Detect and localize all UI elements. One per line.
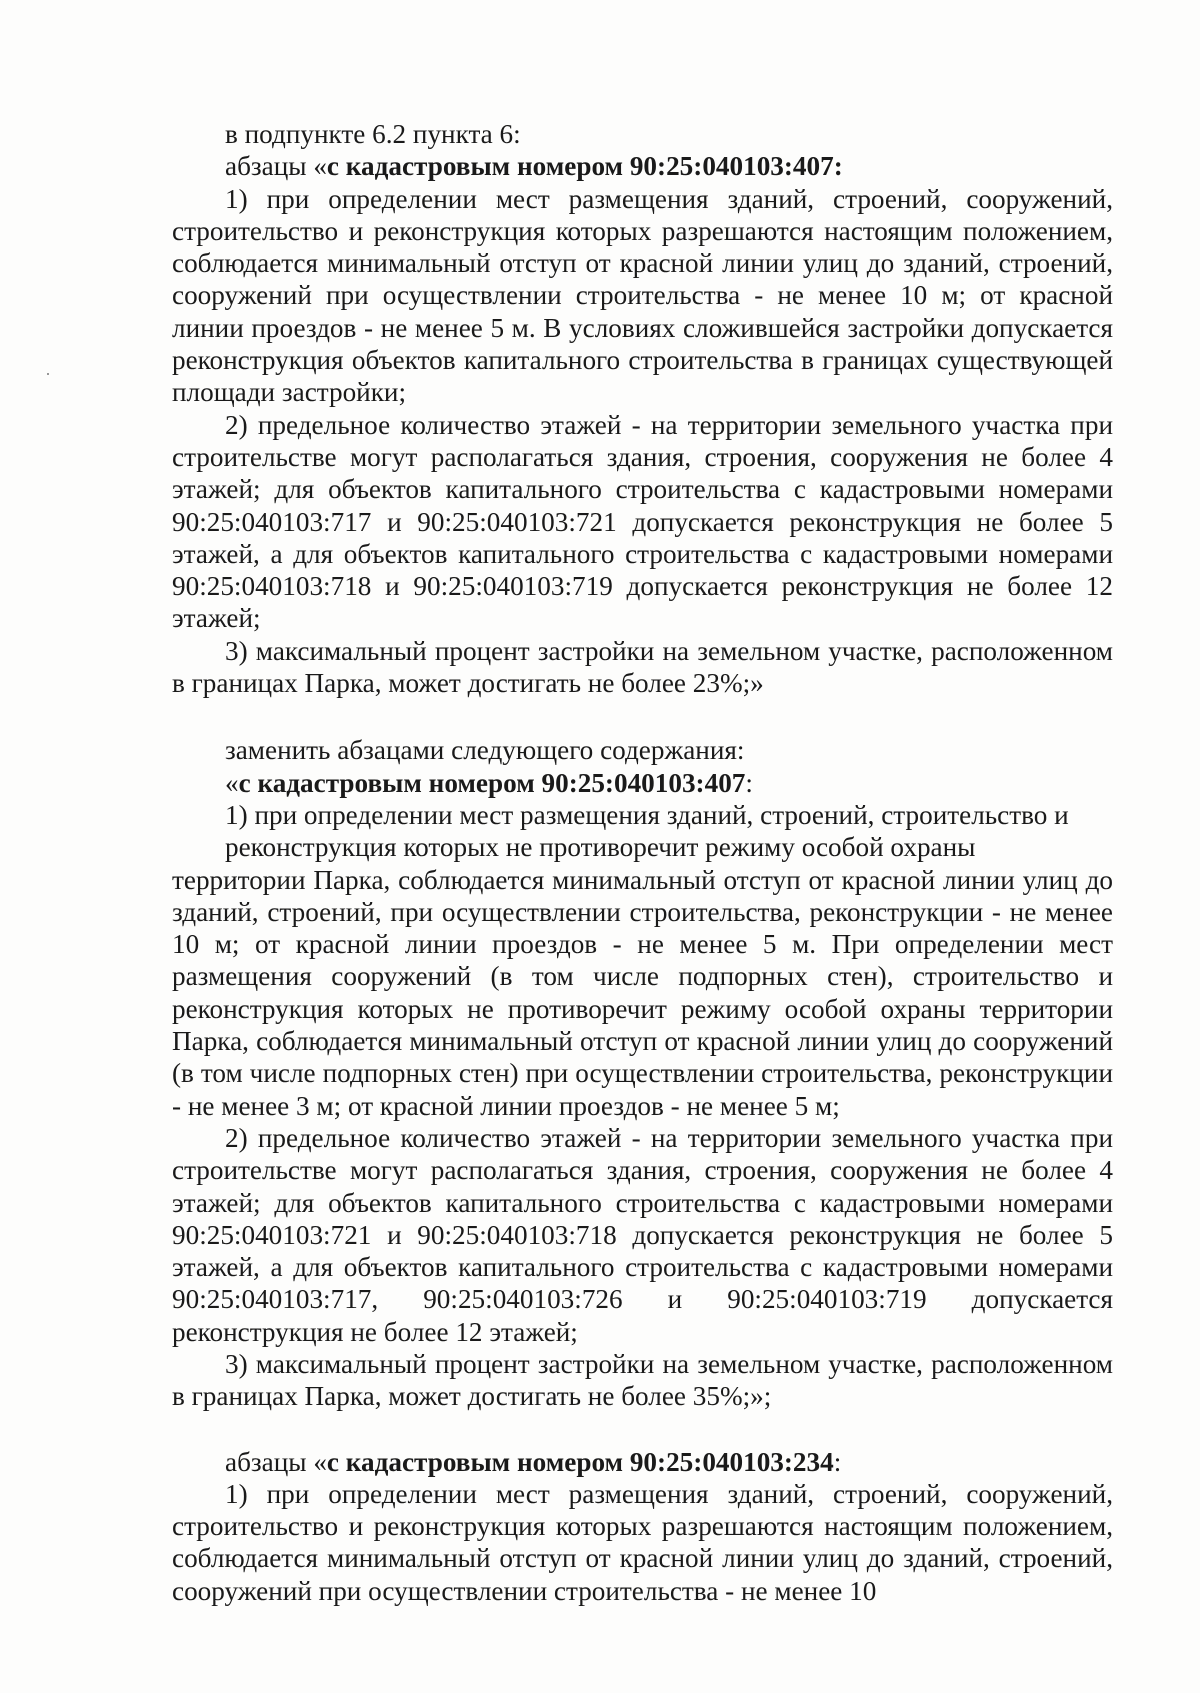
paragraph-heading-234: абзацы «с кадастровым номером 90:25:040103:234:	[225, 1446, 842, 1477]
paragraph-new-heading-407: «с кадастровым номером 90:25:040103:407:	[225, 767, 753, 798]
cadastral-number-407-bold: с кадастровым номером 90:25:040103:407	[238, 767, 746, 798]
paragraph-replace-with: заменить абзацами следующего содержания:	[225, 735, 745, 766]
cadastral-number-407-bold: с кадастровым номером 90:25:040103:407:	[326, 151, 843, 182]
paragraph-new-item-1-line1: 1) при определении мест размещения зданий, строений, строительство и	[225, 799, 1069, 830]
paragraph-new-item-2: 2) предельное количество этажей - на территории земельного участка при строительстве могут располагаться здания, строения, сооружения не более 4 этажей; для объектов капитального строительства с кадастровыми номерами 90:25:040103:721 и 90:25:040103:718 допускается реконструкция не более 5 этажей, а для объектов капитального строительства с кадастровыми номерами 90:25:040103:717, 90:25:040103:726 и 90:25:040103:719 допускается реконструкция не более 12 этажей;	[172, 1122, 1113, 1347]
cadastral-number-234-bold: с кадастровым номером 90:25:040103:234	[326, 1446, 834, 1477]
paragraph-old-item-3: 3) максимальный процент застройки на земельном участке, расположенном в границах Парка, может достигать не более 23%;»	[172, 635, 1113, 699]
scan-speck	[47, 373, 49, 375]
paragraph-old-item-2: 2) предельное количество этажей - на территории земельного участка при строительстве могут располагаться здания, строения, сооружения не более 4 этажей; для объектов капитального строительства с кадастровыми номерами 90:25:040103:717 и 90:25:040103:721 допускается реконструкция не более 5 этажей, а для объектов капитального строительства с кадастровыми номерами 90:25:040103:718 и 90:25:040103:719 допускается реконструкция не более 12 этажей;	[172, 409, 1113, 634]
paragraph-old-heading-407: абзацы «с кадастровым номером 90:25:040103:407:	[225, 151, 843, 182]
paragraph-new-item-1-rest: территории Парка, соблюдается минимальный отступ от красной линии улиц до зданий, строений, при осуществлении строительства, реконструкции - не менее 10 м; от красной линии проездов - не менее 5 м. При определении мест размещения сооружений (в том числе подпорных стен), строительство и реконструкция которых не противоречит режиму особой охраны территории Парка, соблюдается минимальный отступ от красной линии улиц до сооружений (в том числе подпорных стен) при осуществлении строительства, реконструкции - не менее 3 м; от красной линии проездов - не менее 5 м;	[172, 864, 1113, 1121]
paragraph-subitem-6-2: в подпункте 6.2 пункта 6:	[225, 119, 521, 149]
paragraph-new-item-1-line2: реконструкция которых не противоречит режиму особой охраны	[225, 832, 976, 863]
paragraph-new-item-3: 3) максимальный процент застройки на земельном участке, расположенном в границах Парка, может достигать не более 35%;»;	[172, 1348, 1113, 1412]
document-body	[172, 118, 1113, 1607]
paragraph-234-item-1: 1) при определении мест размещения зданий, строений, сооружений, строительство и реконструкция которых разрешаются настоящим положением, соблюдается минимальный отступ от красной линии улиц до зданий, строений, сооружений при осуществлении строительства - не менее 10	[172, 1478, 1113, 1606]
paragraph-old-item-1: 1) при определении мест размещения зданий, строений, сооружений, строительство и реконструкция которых разрешаются настоящим положением, соблюдается минимальный отступ от красной линии улиц до зданий, строений, сооружений при осуществлении строительства - не менее 10 м; от красной линии проездов - не менее 5 м. В условиях сложившейся застройки допускается реконструкция объектов капитального строительства в границах существующей площади застройки;	[172, 183, 1113, 408]
